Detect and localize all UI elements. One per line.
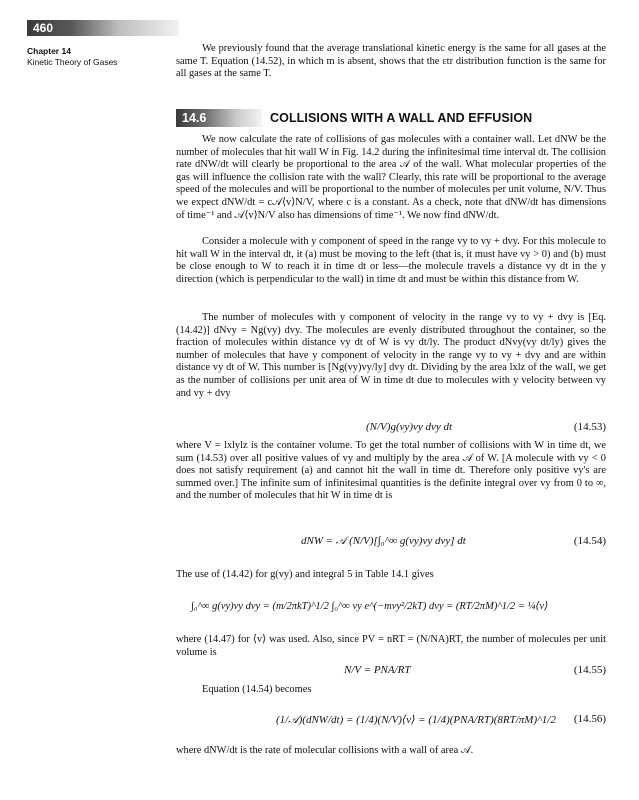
page-number-bar	[27, 20, 179, 36]
paragraph-8	[176, 745, 606, 758]
page-number: 460	[33, 21, 54, 35]
paragraph-text: Equation (14.54) becomes	[202, 684, 312, 695]
paragraph-2	[176, 236, 606, 286]
intro-paragraph	[176, 43, 606, 81]
equation-label: (14.55)	[573, 664, 606, 676]
equation-14-53	[176, 421, 606, 435]
equation-body: (N/V)g(vy)vy dvy dt	[366, 421, 453, 433]
paragraph-text: We now calculate the rate of collisions of gas molecules with a container wall. Let dNW be the number of molecules that hit wall W in Fig. 14.2 during the infinitesimal time interval dt. The collision rate dNW/dt will clearly be proportional to the area 𝒜 of the wall. What molecular properties of the gas will influence the collision rate with the wall? Clearly, this rate will be proportional to the average speed of the molecules and will be proportional to the number of molecules per unit volume, N/V. Thus we expect dNW/dt = c𝒜⟨v⟩N/V, where c is a constant. As a check, note that dNW/dt has dimensions of time⁻¹ and 𝒜⟨v⟩N/V also has dimensions of time⁻¹. We now find dNW/dt.	[176, 134, 606, 221]
equation-label: (14.54)	[573, 535, 606, 547]
equation-body: (1/𝒜)(dNW/dt) = (1/4)(N/V)⟨v⟩ = (1/4)(PNA/RT)(8RT/πM)^1/2	[276, 714, 556, 726]
equation-body: N/V = PNA/RT	[344, 664, 411, 676]
equation-body: ∫₀^∞ g(vy)vy dvy = (m/2πkT)^1/2 ∫₀^∞ vy e^(−mvy²/2kT) dvy = (RT/2πM)^1/2 = ¼⟨v⟩	[191, 601, 549, 612]
intro-text: We previously found that the average translational kinetic energy is the same for all gases at the same T. Equation (14.52), in which m is absent, shows that the εtr distribution function is the same for all gases at the same T.	[176, 43, 606, 80]
paragraph-text: where V = lxlylz is the container volume. To get the total number of collisions with W in time dt, we sum (14.53) over all positive values of vy and multiply by the area 𝒜 of W. [A molecule with vy < 0 does not satisfy requirement (a) and cannot hit the wall in time dt. Therefore only positive vy's are summed over.] The infinite sum of infinitesimal quantities is the definite integral over vy from 0 to ∞, and the number of molecules that hit W in time dt is	[176, 440, 606, 502]
paragraph-6	[176, 634, 606, 659]
equation-label: (14.56)	[573, 713, 606, 725]
paragraph-text: Consider a molecule with y component of speed in the range vy to vy + dvy. For this molecule to hit wall W in the interval dt, it (a) must be moving to the left (that is, it must have vy > 0) and (b) must be close enough to W to reach it in time dt or less—the molecule travels a distance vy dt in the y direction (which is perpendicular to the wall) in time dt and must be within this distance from W.	[176, 236, 606, 285]
equation-label: (14.53)	[573, 421, 606, 433]
equation-integral	[176, 590, 606, 626]
chapter-label: Chapter 14	[27, 46, 71, 56]
paragraph-1	[176, 134, 606, 222]
equation-body: dNW = 𝒜 (N/V)[∫₀^∞ g(vy)vy dvy] dt	[301, 535, 466, 547]
paragraph-text: The use of (14.42) for g(vy) and integral 5 in Table 14.1 gives	[176, 569, 434, 580]
equation-14-56	[176, 703, 606, 739]
section-title: COLLISIONS WITH A WALL AND EFFUSION	[270, 111, 533, 125]
paragraph-text: where dNW/dt is the rate of molecular collisions with a wall of area 𝒜.	[176, 745, 474, 756]
paragraph-7	[176, 684, 606, 697]
running-head	[27, 46, 118, 68]
paragraph-5	[176, 569, 606, 582]
equation-14-54	[176, 525, 606, 561]
equation-14-55	[176, 664, 606, 678]
paragraph-4	[176, 440, 606, 503]
section-number-bar	[176, 109, 262, 127]
paragraph-text: where (14.47) for ⟨v⟩ was used. Also, since PV = nRT = (N/NA)RT, the number of molecules per unit volume is	[176, 634, 606, 658]
paragraph-text: The number of molecules with y component of velocity in the range vy to vy + dvy is [Eq. (14.42)] dNvy = Ng(vy) dvy. The molecules are evenly distributed throughout the container, so the fraction of molecules within distance vy dt of W is vy dt/ly. The product dNvy(vy dt/ly) gives the number of molecules that have y component of velocity in the range vy to vy + dvy and are within distance vy dt of W. This number is [Ng(vy)vy/ly] dvy dt. Dividing by the area lxlz of the wall, we get as the number of collisions per unit area of W in time dt due to molecules with y velocity between vy and vy + dvy	[176, 312, 606, 399]
section-number: 14.6	[182, 111, 207, 125]
chapter-title: Kinetic Theory of Gases	[27, 57, 118, 67]
section-heading	[176, 109, 596, 127]
paragraph-3	[176, 312, 606, 400]
